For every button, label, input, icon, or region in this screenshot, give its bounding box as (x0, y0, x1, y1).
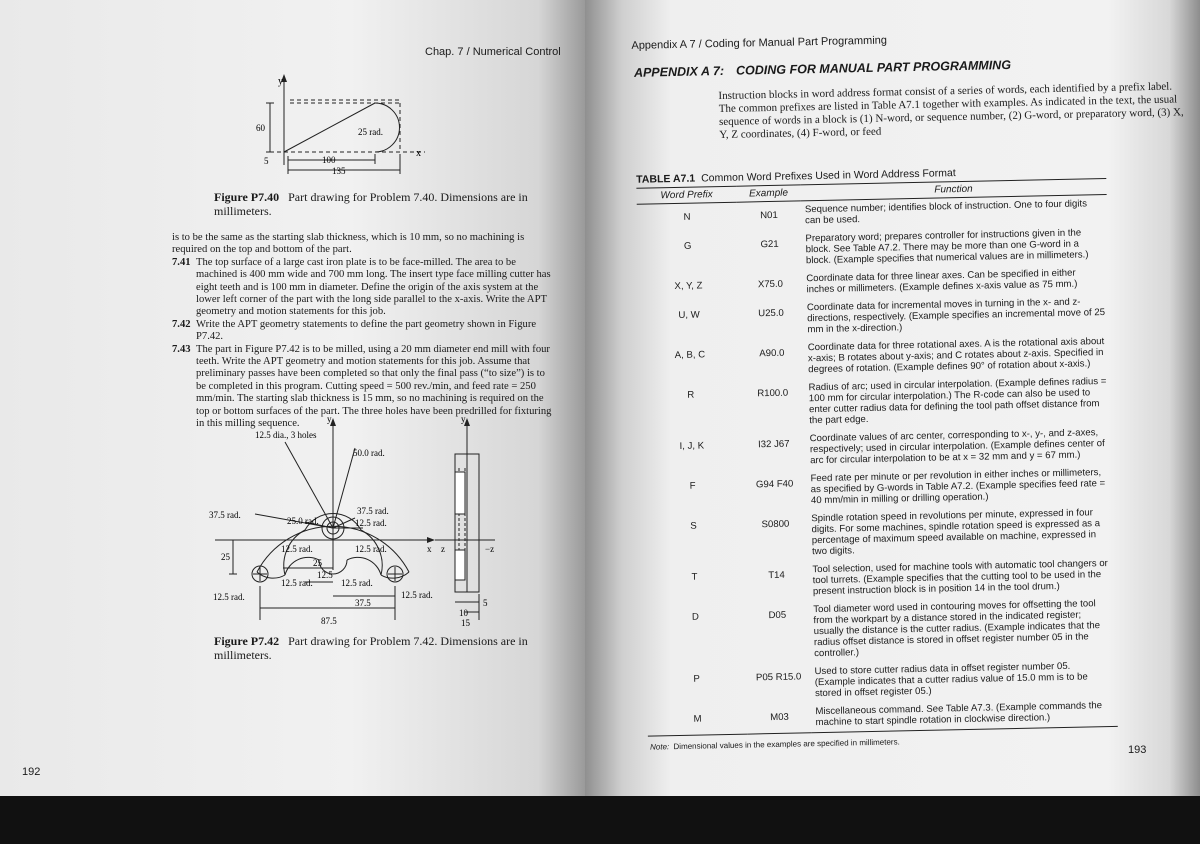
cell-word-prefix: F (689, 480, 696, 492)
problem-7-41: 7.41 The top surface of a large cast iron plate is to be face-milled. The area to be machined is 400 mm wide and 700 mm long. The insert type face milling cutter has eight teeth and is 100 mm in diameter. Define the origin of the axis system at the lower left corner of the part with the long side parallel to the x-axis. Write the APT geometry and motion statements for this job. (172, 256, 551, 318)
cell-example: D05 (768, 609, 787, 622)
column-header-function: Function (800, 178, 1106, 200)
table-note-text: Dimensional values in the examples are specified in millimeters. (673, 737, 900, 752)
fig742-y2-label: y (461, 414, 466, 424)
cell-word-prefix: X, Y, Z (674, 280, 703, 293)
cell-function: Sequence number; identifies block of instruction. One to four digits can be used. (804, 198, 1088, 227)
cell-function: Feed rate per minute or per revolution in either inches or millimeters, as specified by G-words in Table A7.2. (Example specifies feed rate = 40 mm/min in milling or drilling operation.) (810, 467, 1106, 507)
fig742-y1-label: y (327, 414, 332, 424)
fig742-dim10: 10 (459, 608, 468, 618)
fig742-r125-a-label: 12.5 rad. (355, 518, 387, 528)
cell-word-prefix: R (687, 389, 695, 401)
cell-function: Coordinate data for three linear axes. Can be specified in either inches or millimeters. (Example defines x-axis value as 75 mm.) (806, 267, 1078, 296)
cell-example: P05 R15.0 (755, 671, 802, 684)
figure-p742-drawing (195, 410, 535, 632)
cell-function: Coordinate values of arc center, corresponding to x-, y-, and z-axes, respectively; used in circular interpolation. (Example defines center of arc for circular interpolation to be at x = 32 mm and y = 67 mm.) (809, 427, 1105, 467)
table-a71-label: TABLE A7.1 (636, 172, 696, 186)
cell-word-prefix: S (690, 520, 697, 532)
figure-p740-label: Figure P7.40 (214, 190, 280, 204)
fig742-x-label: x (427, 544, 432, 554)
cell-word-prefix: M (647, 705, 748, 737)
cell-example: T14 (768, 569, 785, 582)
table-body (637, 194, 1118, 736)
cell-function: Miscellaneous command. See Table A7.3. (Example commands the machine to start spindle rotation in clockwise direction.) (811, 697, 1118, 733)
cell-function: Radius of arc; used in circular interpolation. (Example defines radius = 100 mm for circular interpolation.) The R-code can also be used to enter cutter radius data for defining the tool path offset distance from the part edge. (808, 375, 1107, 427)
fig742-r25-label: 25.0 rad. (287, 516, 319, 526)
fig742-dim25-h: 25 (313, 558, 322, 568)
cell-word-prefix: U, W (678, 309, 700, 321)
appendix-title-label: APPENDIX A 7: (633, 63, 725, 80)
fig742-dim5: 5 (483, 598, 488, 608)
scanner-bottom-edge (0, 796, 1200, 844)
cell-example: U25.0 (758, 307, 784, 320)
table-a71-title-text: Common Word Prefixes Used in Word Address Format (701, 167, 956, 185)
cell-word-prefix: D (691, 611, 699, 623)
left-page (0, 0, 585, 796)
fig742-r375-right-label: 37.5 rad. (357, 506, 389, 516)
fig742-dim125: 12.5 (317, 570, 333, 580)
fig742-r125-e-label: 12.5 rad. (341, 578, 373, 588)
cell-function: Coordinate data for incremental moves in turning in the x- and z-directions, respectively. (Example specifies an incremental move of 25 mm in the x-direction.) (806, 296, 1106, 336)
fig742-negz-label: −z (485, 544, 495, 554)
appendix-intro-paragraph: Instruction blocks in word address format consist of a series of words, each identified by a prefix label. The common prefixes are listed in Table A7.1 together with examples. As indicated in the text, the usual sequence of words in a block is (1) N-word, or sequence number, (2) G-word, or preparatory word, (3) X, Y, Z coordinates, (4) F-word, or feed (718, 80, 1184, 142)
cell-function: Preparatory word; prepares controller for instructions given in the block. See Table A7.2. There may be more than one G-word in a block. (Example specifies that numerical values are in millimeters.) (805, 227, 1089, 267)
problem-7-43: 7.43 The part in Figure P7.42 is to be milled, using a 20 mm diameter end mill with four teeth. Write the APT geometry and motion statements for this job. Assume that preliminary passes have been completed so that only the final pass (“to size”) is to be completed in this program. Cutting speed = 500 rev./min, and feed rate = 250 mm/min. The starting slab thickness is 15 mm, so no machining is required on the top or bottom surfaces of the part. The three holes have been predrilled for fixturing in this milling sequence. (172, 343, 552, 430)
right-running-header: Appendix A 7 / Coding for Manual Part Programming (631, 34, 888, 52)
fig740-y-label: y (278, 76, 283, 87)
fig740-offset-label: 5 (264, 156, 269, 166)
cell-function: Coordinate data for three rotational axes. A is the rotational axis about x-axis; B rotates about y-axis; and C rotates about z-axis. Specified in degrees of rotation. (Example defines 90° of rotation about x-axis.) (807, 336, 1105, 376)
column-header-example: Example (736, 185, 800, 202)
left-running-header: Chap. 7 / Numerical Control (425, 46, 561, 58)
cell-example: I32 J67 (757, 438, 790, 451)
fig742-r125-b-label: 12.5 rad. (281, 544, 313, 554)
cell-function: Tool selection, used for machine tools with automatic tool changers or tool turrets. (Example specifies that the cutting tool to be used in the present instruction block is in position 14 in the tool drum.) (812, 558, 1108, 598)
cell-function: Used to store cutter radius data in offset register number 05. (Example indicates that a cutter radius value of 15.0 mm is to be stored in offset register 05.) (814, 660, 1088, 700)
fig742-z-label: z (441, 544, 445, 554)
table-row (645, 595, 1116, 667)
problem-7-42: 7.42 Write the APT geometry statements to define the part geometry shown in Figure P7.42. (172, 318, 537, 343)
fig740-radius-label: 25 rad. (358, 127, 383, 137)
left-page-number: 192 (22, 766, 41, 778)
cell-function: Spindle rotation speed in revolutions per minute, expressed in four digits. For some machines, spindle rotation speed is expressed as a percentage of maximum speed available on machine, expressed in two digits. (811, 507, 1101, 558)
fig742-r125-left-label: 12.5 rad. (213, 592, 245, 602)
cell-example: N01 (760, 209, 778, 222)
fig742-holes-label: 12.5 dia., 3 holes (255, 430, 317, 440)
appendix-title (634, 54, 1186, 80)
cell-word-prefix: G (683, 240, 692, 252)
cell-word-prefix: N (683, 211, 691, 223)
cell-example: X75.0 (757, 278, 784, 291)
cell-example: G94 F40 (755, 478, 794, 491)
cell-function: Tool diameter word used in contouring moves for offsetting the tool from the workpart by a distance stored in the indicated register; usually the distance is the cutter radius. (Example indicates that the radius offset distance is stored in offset register number 05 in the controller.) (813, 598, 1101, 660)
problem-text-block (172, 232, 554, 431)
fig742-dim15: 15 (461, 618, 470, 628)
fig742-r125-d-label: 12.5 rad. (281, 578, 313, 588)
figure-p740-caption (214, 190, 544, 218)
cell-example: G21 (760, 238, 779, 251)
fig742-r125-c-label: 12.5 rad. (355, 544, 387, 554)
cell-example: M03 (747, 703, 812, 734)
appendix-title-text: CODING FOR MANUAL PART PROGRAMMING (735, 57, 1012, 78)
right-page-content (625, 14, 1200, 752)
cell-word-prefix: I, J, K (679, 440, 705, 452)
fig740-x-label: x (416, 148, 421, 159)
fig740-width-inner: 100 (322, 155, 336, 165)
figure-p742-caption-text: Part drawing for Problem 7.42. Dimensions are in millimeters. (214, 634, 528, 662)
figure-p742-caption (214, 634, 544, 662)
fig740-height-label: 60 (256, 123, 265, 133)
figure-p742-label: Figure P7.42 (214, 634, 280, 648)
cell-example: A90.0 (759, 347, 785, 360)
cell-word-prefix: T (691, 571, 698, 583)
fig742-dim375: 37.5 (355, 598, 371, 608)
problem-continuation: is to be the same as the starting slab thickness, which is 10 mm, so no machining is required on the top and bottom of the part. (172, 232, 525, 256)
figure-p740-caption-text: Part drawing for Problem 7.40. Dimensions are in millimeters. (214, 190, 528, 218)
fig740-width-outer: 135 (332, 166, 346, 176)
cell-word-prefix: A, B, C (674, 349, 706, 362)
word-prefix-table (636, 178, 1117, 737)
cell-word-prefix: P (693, 673, 701, 685)
fig742-r375-left-label: 37.5 rad. (209, 510, 241, 520)
fig742-r125-right-label: 12.5 rad. (401, 590, 433, 600)
column-header-word-prefix: Word Prefix (636, 186, 736, 204)
cell-example: S0800 (761, 518, 790, 531)
right-page (585, 0, 1200, 796)
fig742-r50-label: 50.0 rad. (353, 448, 385, 458)
right-page-number: 193 (1128, 744, 1147, 756)
table-note-label: Note: (650, 742, 670, 752)
figure-p740-drawing (250, 70, 450, 180)
fig742-dim25-v: 25 (221, 552, 230, 562)
cell-example: R100.0 (757, 387, 789, 400)
fig742-dim875: 87.5 (321, 616, 337, 626)
